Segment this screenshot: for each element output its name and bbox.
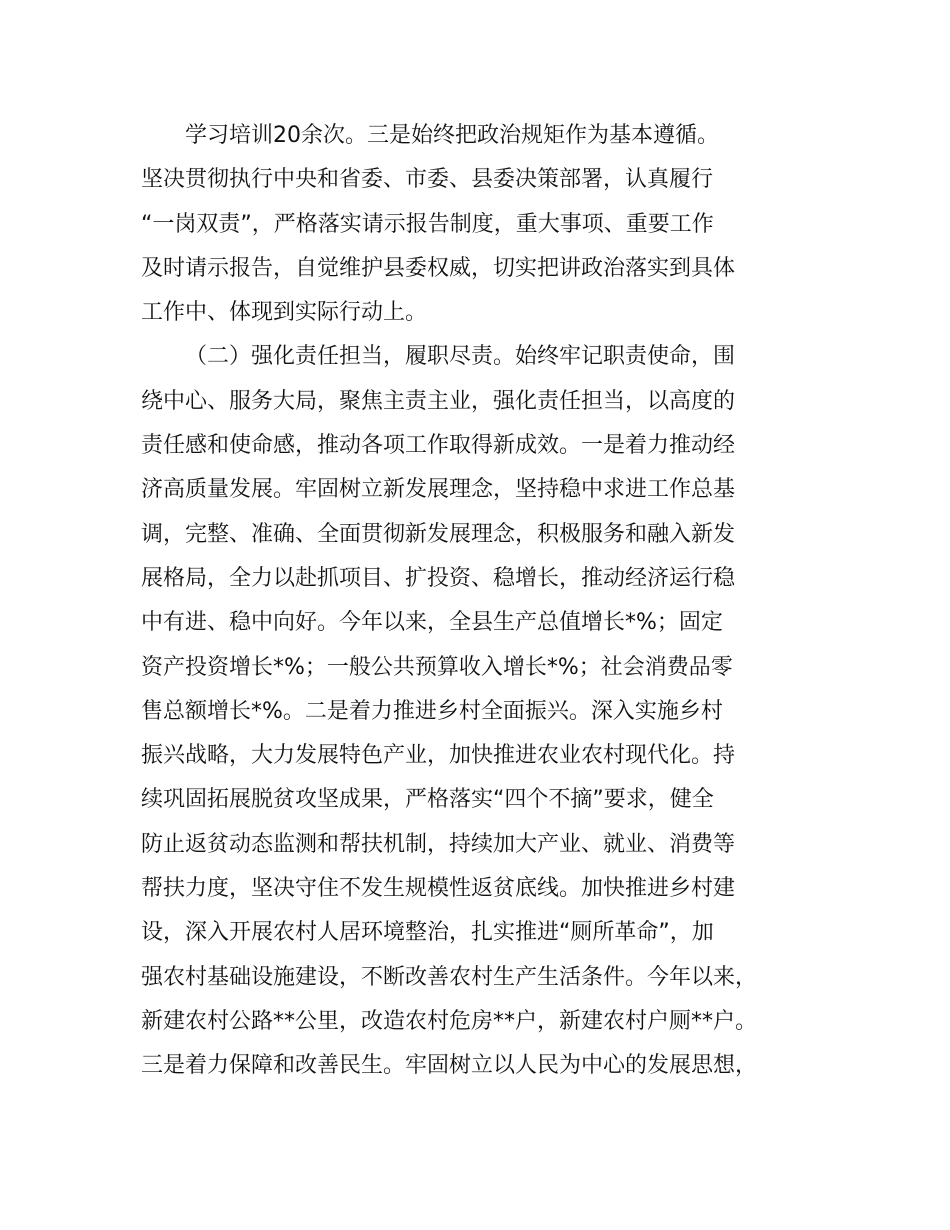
text-line: 设，深入开展农村人居环境整治，扎实推进“厕所革命”，加 [141, 920, 714, 946]
text-line: 帮扶力度，坚决守住不发生规模性返贫底线。加快推进乡村建 [141, 876, 736, 902]
section-heading-line: （二）强化责任担当，履职尽责。始终牢记职责使命，围 [185, 344, 736, 370]
text-line: 三是着力保障和改善民生。牢固树立以人民为中心的发展思想， [141, 1053, 758, 1079]
text-line: 及时请示报告，自觉维护县委权威，切实把讲政治落实到具体 [141, 255, 736, 281]
text-line: 责任感和使命感，推动各项工作取得新成效。一是着力推动经 [141, 433, 736, 459]
text-line: 售总额增长*%。二是着力推进乡村全面振兴。深入实施乡村 [141, 698, 723, 724]
text-line: 新建农村公路**公里，改造农村危房**户，新建农村户厕**户。 [141, 1008, 758, 1034]
text-line: 振兴战略，大力发展特色产业，加快推进农业农村现代化。持 [141, 743, 736, 769]
text-line: 展格局，全力以赴抓项目、扩投资、稳增长，推动经济运行稳 [141, 565, 736, 591]
text-line: 济高质量发展。牢固树立新发展理念，坚持稳中求进工作总基 [141, 477, 736, 503]
text-line: 工作中、体现到实际行动上。 [141, 300, 428, 326]
text-line: 中有进、稳中向好。今年以来，全县生产总值增长*%；固定 [141, 610, 723, 636]
text-line: 学习培训20余次。三是始终把政治规矩作为基本遵循。 [185, 123, 719, 148]
text-line: “一岗双责”，严格落实请示报告制度，重大事项、重要工作 [141, 211, 714, 237]
text-line: 防止返贫动态监测和帮扶机制，持续加大产业、就业、消费等 [141, 831, 736, 857]
text-line: 续巩固拓展脱贫攻坚成果，严格落实“四个不摘”要求，健全 [141, 787, 714, 813]
text-line: 调，完整、准确、全面贯彻新发展理念，积极服务和融入新发 [141, 521, 736, 547]
text-line: 强农村基础设施建设，不断改善农村生产生活条件。今年以来， [141, 964, 758, 990]
text-line: 坚决贯彻执行中央和省委、市委、县委决策部署，认真履行 [141, 167, 714, 193]
text-line: 绕中心、服务大局，聚焦主责主业，强化责任担当，以高度的 [141, 388, 736, 414]
body-text [141, 114, 841, 1089]
text-line: 资产投资增长*%；一般公共预算收入增长*%；社会消费品零 [141, 654, 733, 680]
